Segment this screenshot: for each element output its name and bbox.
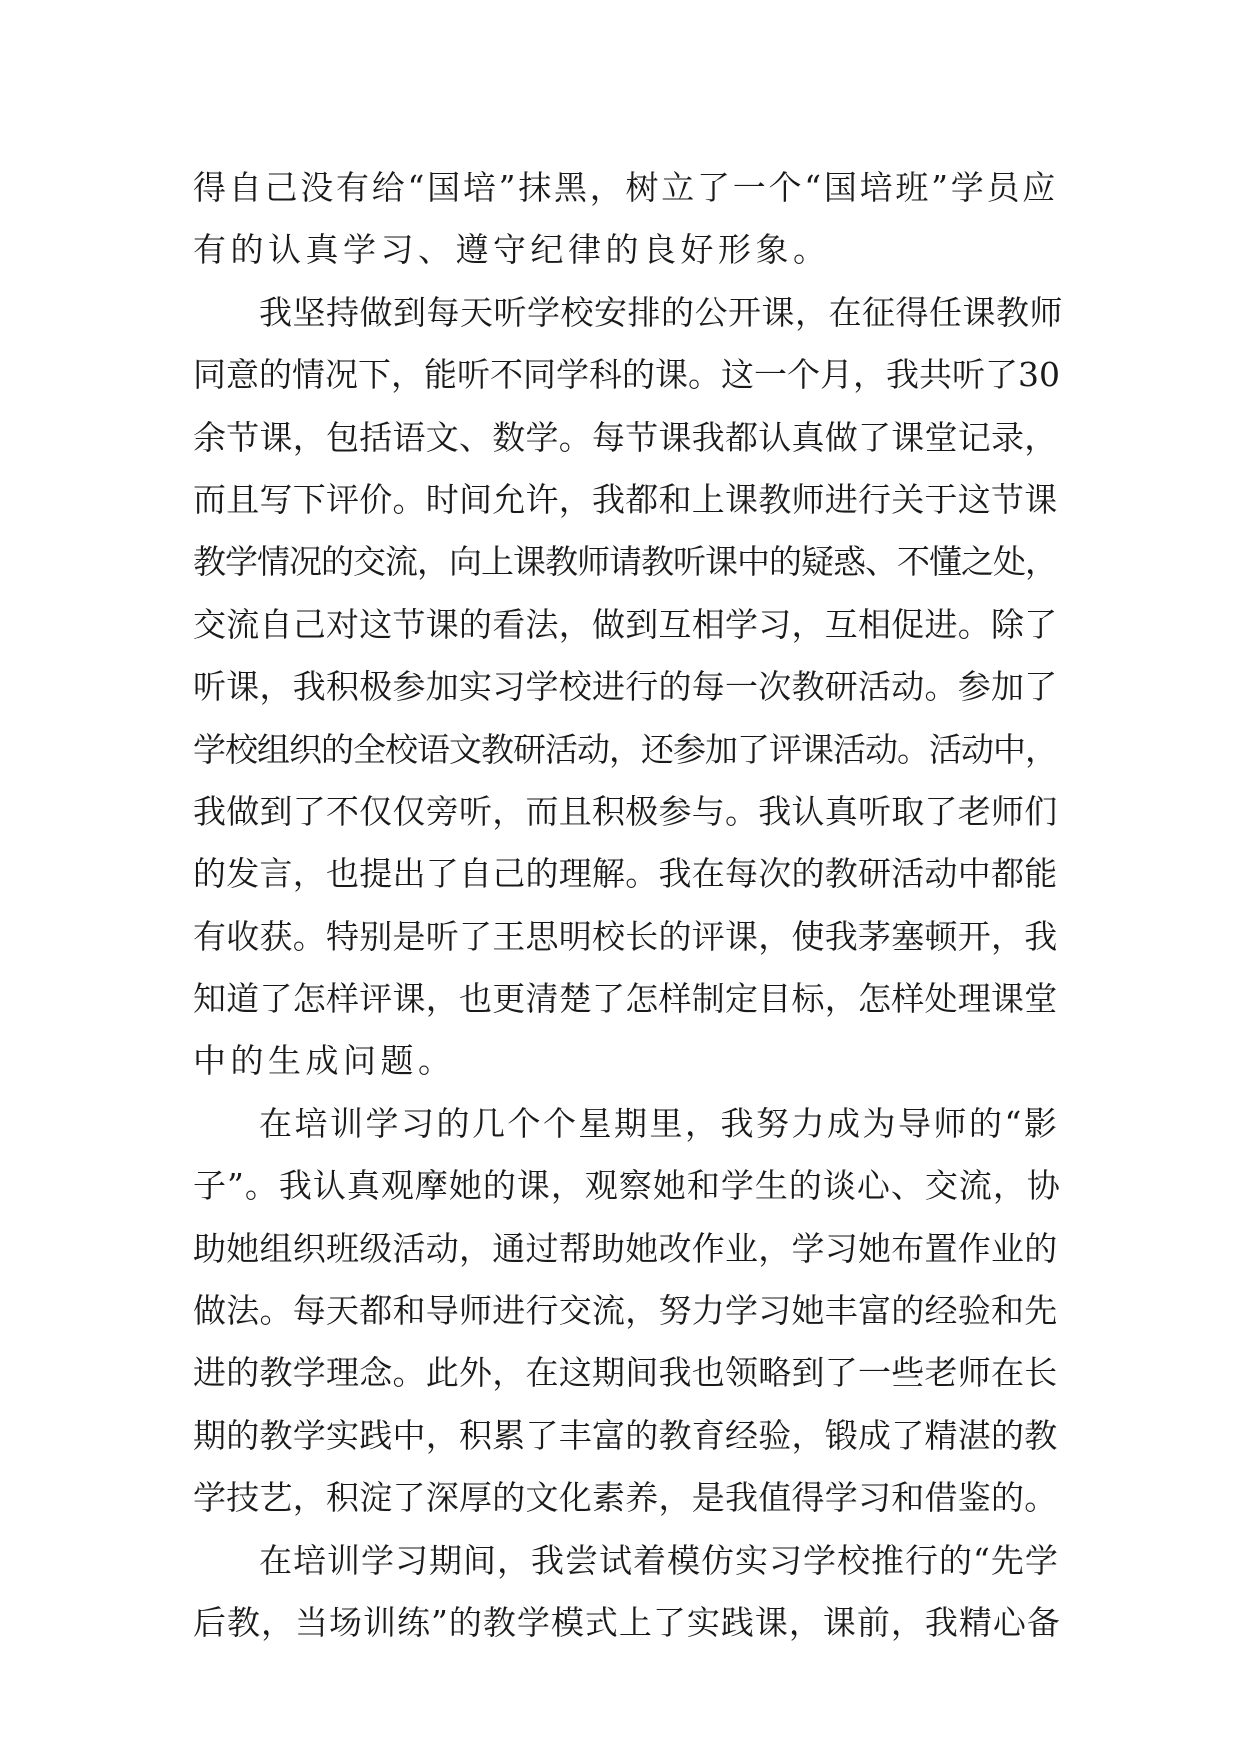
text-line: 教学情况的交流，向上课教师请教听课中的疑惑、不懂之处， — [193, 542, 1057, 582]
text-line: 后教，当场训练”的教学模式上了实践课，课前，我精心备 — [193, 1602, 1061, 1642]
text-line: 得自己没有给“国培”抹黑，树立了一个“国培班”学员应 — [193, 168, 1058, 207]
text-line: 的发言，也提出了自己的理解。我在每次的教研活动中都能 — [193, 854, 1058, 894]
document-body — [193, 157, 1063, 1654]
text-line: 学校组织的全校语文教研活动，还参加了评课活动。活动中， — [193, 729, 1057, 769]
text-line: 助她组织班级活动，通过帮助她改作业，学习她布置作业的 — [193, 1228, 1058, 1268]
text-line: 知道了怎样评课，也更清楚了怎样制定目标，怎样处理课堂 — [193, 979, 1058, 1019]
text-line: 听课，我积极参加实习学校进行的每一次教研活动。参加了 — [193, 667, 1058, 707]
text-line: 有的认真学习、遵守纪律的良好形象。 — [193, 230, 831, 270]
text-line: 有收获。特别是听了王思明校长的评课，使我茅塞顿开，我 — [193, 916, 1058, 956]
text-line: 我做到了不仅仅旁听，而且积极参与。我认真听取了老师们 — [193, 791, 1058, 831]
text-line: 学技艺，积淀了深厚的文化素养，是我值得学习和借鉴的。 — [193, 1478, 1058, 1518]
text-line: 交流自己对这节课的看法，做到互相学习，互相促进。除了 — [193, 604, 1058, 644]
paragraph-start-line: 在培训学习的几个个星期里，我努力成为导师的“影 — [259, 1103, 1060, 1143]
text-line: 进的教学理念。此外，在这期间我也领略到了一些老师在长 — [193, 1353, 1058, 1393]
text-line: 余节课，包括语文、数学。每节课我都认真做了课堂记录， — [193, 417, 1058, 457]
text-line: 中的生成问题。 — [193, 1041, 456, 1081]
text-line: 而且写下评价。时间允许，我都和上课教师进行关于这节课 — [193, 479, 1058, 519]
text-line: 期的教学实践中，积累了丰富的教育经验，锻成了精湛的教 — [193, 1415, 1058, 1455]
text-line: 同意的情况下，能听不同学科的课。这一个月，我共听了30 — [193, 355, 1060, 395]
text-line: 子”。我认真观摩她的课，观察她和学生的谈心、交流，协 — [193, 1166, 1061, 1206]
text-line: 做法。每天都和导师进行交流，努力学习她丰富的经验和先 — [193, 1291, 1058, 1331]
paragraph-start-line: 我坚持做到每天听学校安排的公开课，在征得任课教师 — [259, 292, 1063, 332]
paragraph-start-line: 在培训学习期间，我尝试着模仿实习学校推行的“先学 — [259, 1540, 1059, 1580]
